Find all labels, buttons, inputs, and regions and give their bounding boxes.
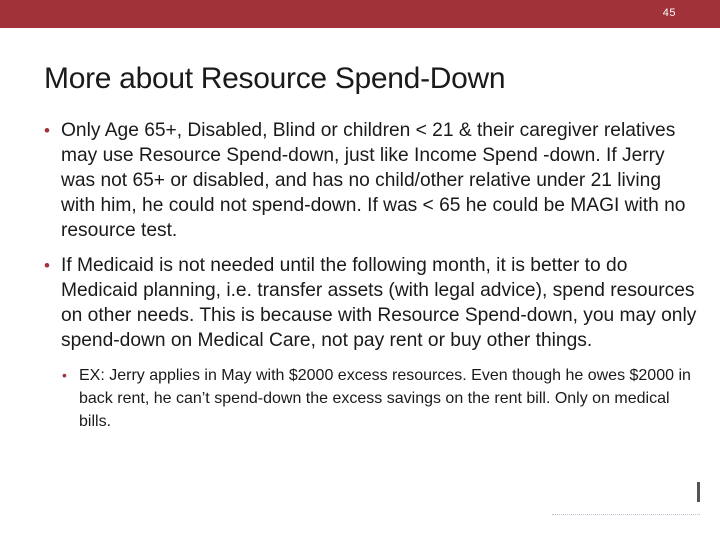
bullet-dot-icon: • xyxy=(44,256,50,275)
bullet-item xyxy=(44,118,700,243)
bullet-dot-icon: • xyxy=(44,121,50,140)
sub-bullet-text: EX: Jerry applies in May with $2000 excess resources. Even though he owes $2000 in back rent, he can’t spend-down the excess savings on the rent bill. Only on medical bills. xyxy=(79,367,691,430)
header-bar xyxy=(0,0,720,28)
bullet-list xyxy=(44,118,700,433)
bullet-item xyxy=(44,253,700,353)
bullet-text: If Medicaid is not needed until the following month, it is better to do Medicaid planning, i.e. transfer assets (with legal advice), spend resources on other needs. This is because with Resource Spend-down, you may only spend-down on Medical Care, not pay rent or buy other things. xyxy=(61,255,697,351)
bullet-text: Only Age 65+, Disabled, Blind or children < 21 & their caregiver relatives may use Resource Spend-down, just like Income Spend -down. If Jerry was not 65+ or disabled, and has no child/other relative under 21 living with him, he could not spend-down. If was < 65 he could be MAGI with no resource test. xyxy=(61,120,686,241)
corner-dotted-line xyxy=(552,514,700,516)
sub-bullet-item xyxy=(44,364,700,433)
corner-mark xyxy=(697,482,700,502)
slide-number: 45 xyxy=(662,7,676,19)
slide-title: More about Resource Spend-Down xyxy=(44,62,506,95)
sub-bullet-dot-icon: • xyxy=(62,367,67,383)
